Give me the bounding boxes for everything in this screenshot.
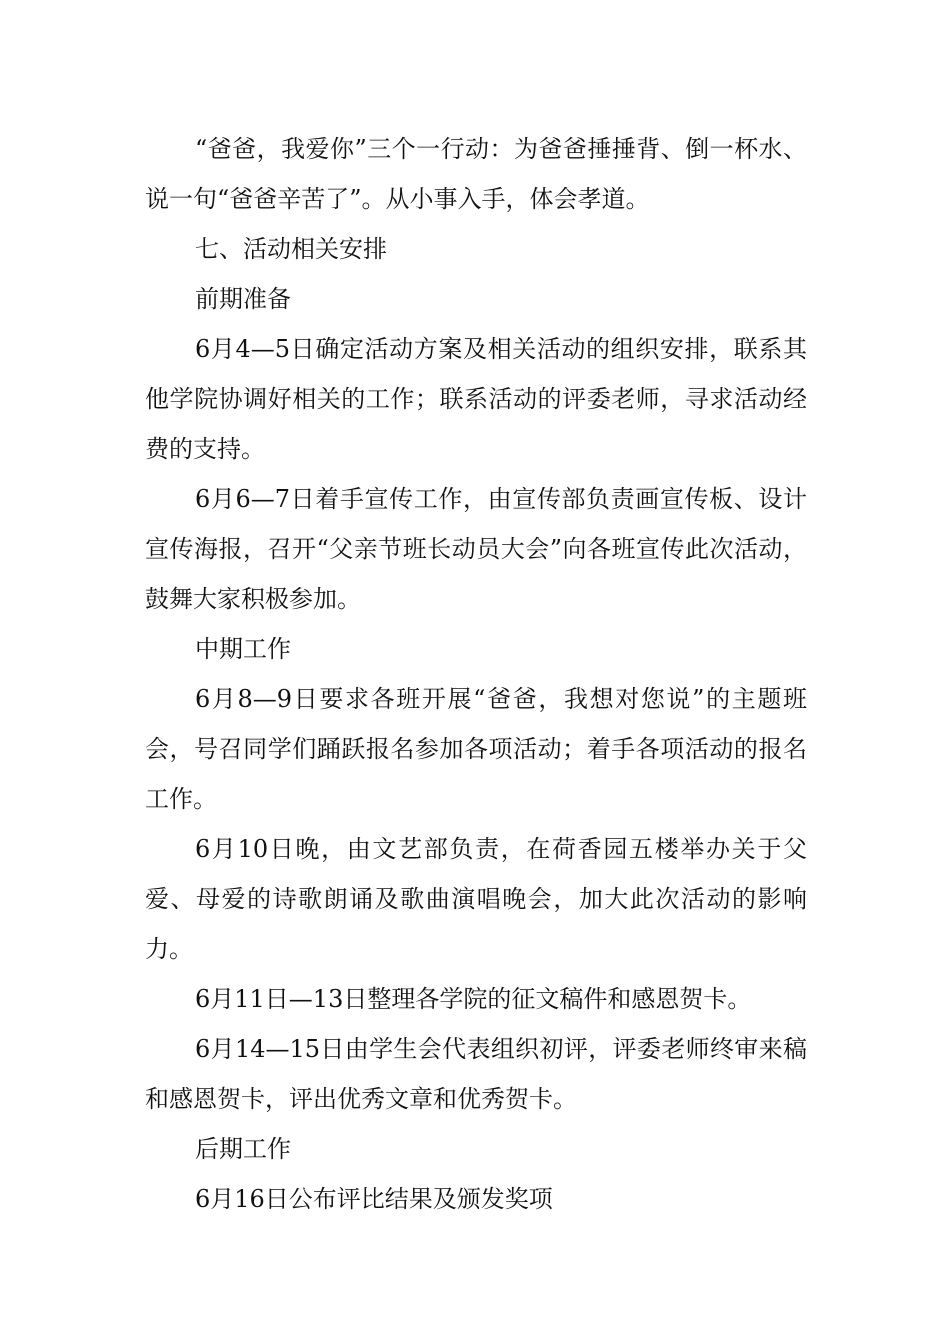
subheading-middle-work: 中期工作 bbox=[195, 635, 291, 663]
section-heading-arrangements: 七、活动相关安排 bbox=[195, 235, 387, 263]
subheading-preparation: 前期准备 bbox=[195, 285, 291, 313]
paragraph-june-11-13: 6月11日—13日整理各学院的征文稿件和感恩贺卡。 bbox=[195, 985, 752, 1013]
document-page bbox=[145, 124, 807, 1224]
paragraph-june-4-5: 6月4—5日确定活动方案及相关活动的组织安排，联系其他学院协调好相关的工作；联系活动的评委老师，寻求活动经费的支持。 bbox=[145, 335, 807, 463]
paragraph-june-6-7: 6月6—7日着手宣传工作，由宣传部负责画宣传板、设计宣传海报，召开“父亲节班长动员大会”向各班宣传此次活动，鼓舞大家积极参加。 bbox=[145, 485, 807, 613]
paragraph-action-plan: “爸爸，我爱你”三个一行动：为爸爸捶捶背、倒一杯水、说一句“爸爸辛苦了”。从小事入手，体会孝道。 bbox=[145, 135, 807, 213]
paragraph-june-10: 6月10日晚，由文艺部负责，在荷香园五楼举办关于父爱、母爱的诗歌朗诵及歌曲演唱晚会，加大此次活动的影响力。 bbox=[145, 835, 807, 963]
paragraph-june-14-15: 6月14—15日由学生会代表组织初评，评委老师终审来稿和感恩贺卡，评出优秀文章和优秀贺卡。 bbox=[145, 1035, 807, 1113]
paragraph-june-16: 6月16日公布评比结果及颁发奖项 bbox=[195, 1185, 553, 1213]
paragraph-june-8-9: 6月8—9日要求各班开展“爸爸，我想对您说”的主题班会，号召同学们踊跃报名参加各项活动；着手各项活动的报名工作。 bbox=[145, 685, 807, 813]
subheading-later-work: 后期工作 bbox=[195, 1135, 291, 1163]
